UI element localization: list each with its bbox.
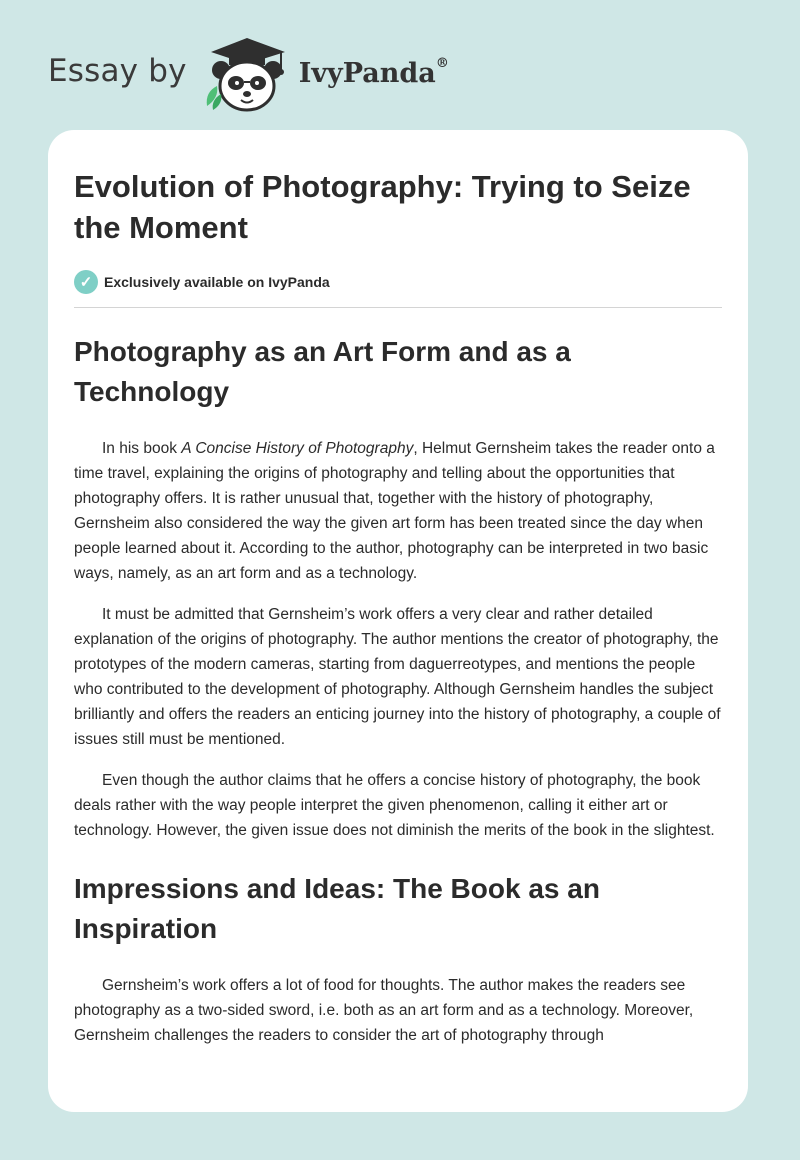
check-circle-icon: ✓ <box>74 270 98 294</box>
paragraph: Gernsheim’s work offers a lot of food for thoughts. The author makes the readers see photography as a two-sided sword, i.e. both as an art form and as a technology. Moreover, Gernsheim challenges the readers to consider the art of photography through <box>74 977 694 1044</box>
section-heading: Photography as an Art Form and as a Technology <box>74 336 571 407</box>
section-art-and-technology <box>74 332 722 843</box>
brand-name[interactable]: IvyPanda® <box>298 55 449 89</box>
paragraph: Even though the author claims that he offers a concise history of photography, the book deals rather with the way people interpret the given phenomenon, calling it either art or technology. However, the given issue does not diminish the merits of the book in the slightest. <box>74 772 715 839</box>
essay-card <box>48 130 748 1112</box>
section-impressions-and-ideas <box>74 869 722 1048</box>
book-title: A Concise History of Photography <box>181 440 414 457</box>
exclusive-badge-text: Exclusively available on IvyPanda <box>104 274 330 290</box>
brand-prefix: Essay by <box>48 53 187 89</box>
essay-title: Evolution of Photography: Trying to Seize the Moment <box>74 169 691 245</box>
paragraph: It must be admitted that Gernsheim’s work offers a very clear and rather detailed explanation of the origins of photography. The author mentions the creator of photography, the prototypes of the modern cameras, starting from daguerreotypes, and mentions the people who contributed to the development of photography. Although Gernsheim handles the subject brilliantly and offers the readers an enticing journey into the history of photography, a couple of issues still must be mentioned. <box>74 606 721 748</box>
section-heading: Impressions and Ideas: The Book as an Inspiration <box>74 873 600 944</box>
paragraph: In his book A Concise History of Photography, Helmut Gernsheim takes the reader onto a time travel, explaining the origins of photography and telling about the opportunities that photography offers. It is rather unusual that, together with the history of photography, Gernsheim also considered the way the given art form has been treated since the day when people learned about it. According to the author, photography can be interpreted in two basic ways, namely, as an art form and as a technology. <box>74 440 715 582</box>
brand-header <box>48 34 449 114</box>
exclusive-badge <box>74 270 722 294</box>
divider <box>74 307 722 308</box>
panda-logo-icon[interactable] <box>201 34 293 114</box>
